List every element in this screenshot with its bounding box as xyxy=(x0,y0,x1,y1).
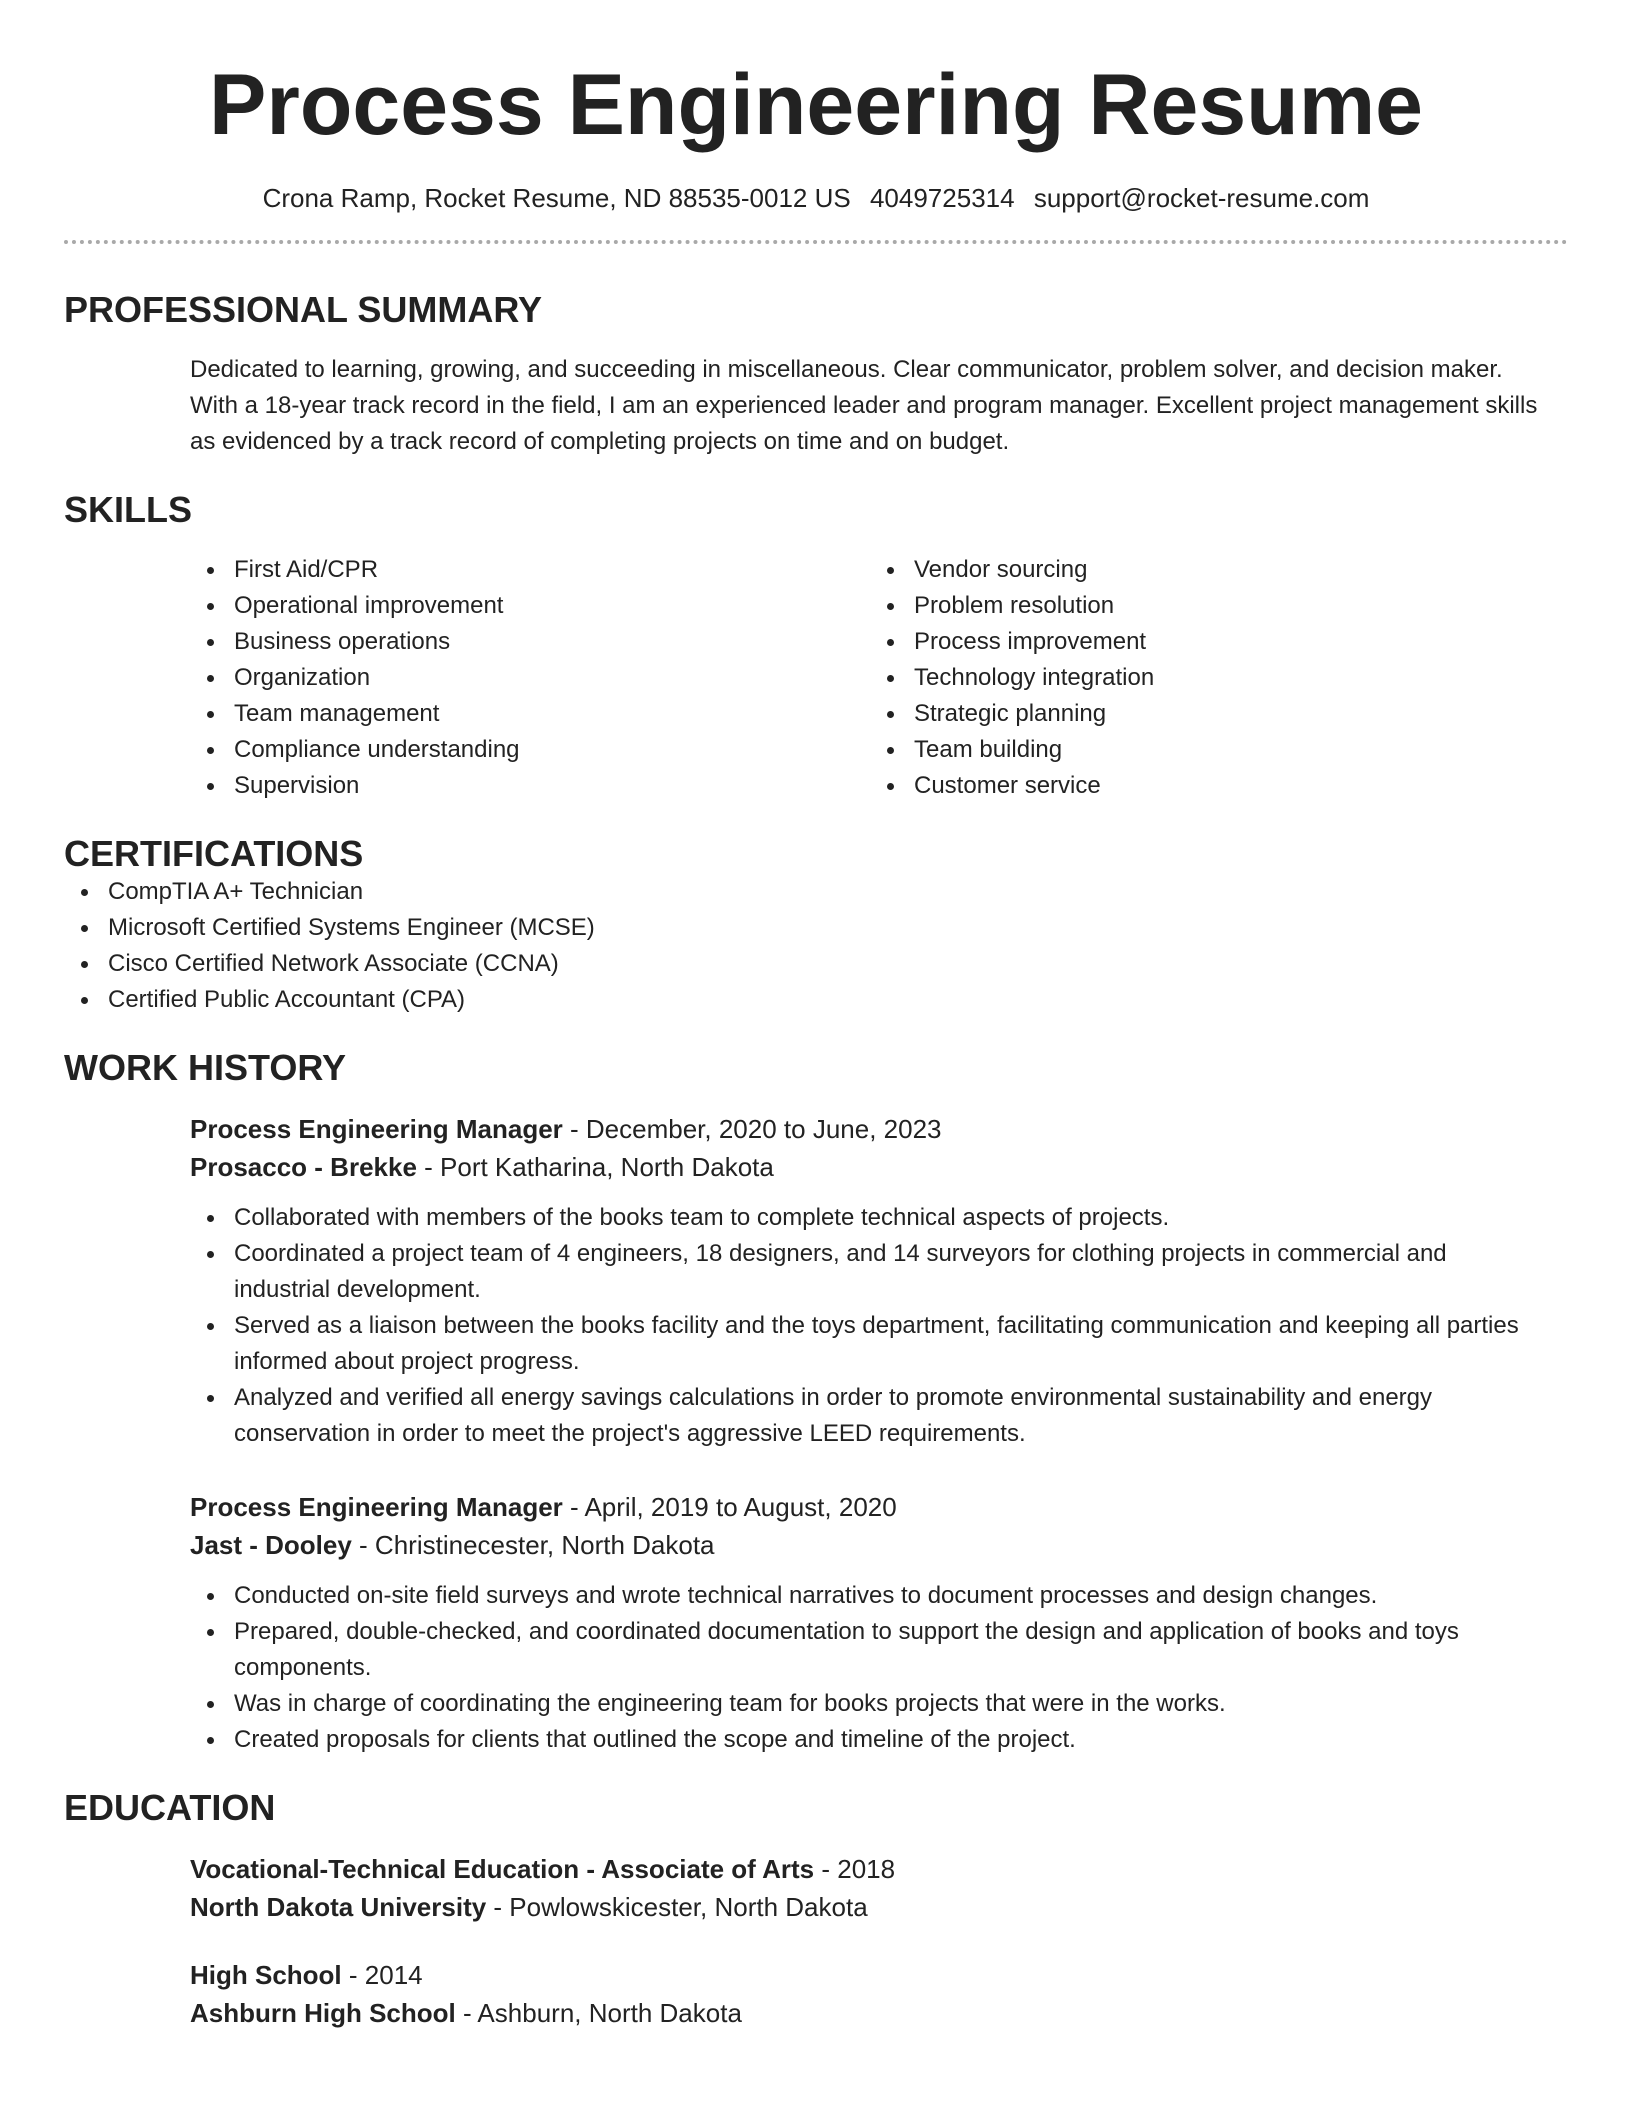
education-school: North Dakota University xyxy=(190,1892,487,1922)
skill-item: Strategic planning xyxy=(870,696,1550,732)
skill-item: Team management xyxy=(190,696,870,732)
job-bullets xyxy=(190,1200,1528,1452)
contact-line xyxy=(64,182,1568,214)
education-school-line xyxy=(190,1888,1568,1926)
job-location: - Port Katharina, North Dakota xyxy=(416,1152,774,1182)
job-bullet: Prepared, double-checked, and coordinated documentation to support the design and application of books and toys components. xyxy=(190,1614,1528,1686)
certification-item: CompTIA A+ Technician xyxy=(64,874,1568,910)
skills-list-right xyxy=(870,552,1550,804)
skill-item: Customer service xyxy=(870,768,1550,804)
contact-phone: 4049725314 xyxy=(869,183,1015,213)
education-year: - 2014 xyxy=(341,1960,423,1990)
job-bullet: Analyzed and verified all energy savings calculations in order to promote environmental sustainability and energy conservation in order to meet the project's aggressive LEED requirements. xyxy=(190,1380,1528,1452)
job-title-line xyxy=(190,1488,1568,1526)
education-degree: High School xyxy=(190,1960,342,1990)
education-entry xyxy=(190,1850,1568,1926)
education-location: - Powlowskicester, North Dakota xyxy=(486,1892,868,1922)
job-company: Jast - Dooley xyxy=(190,1530,352,1560)
certification-item: Microsoft Certified Systems Engineer (MCSE) xyxy=(64,910,1568,946)
skill-item: Supervision xyxy=(190,768,870,804)
skill-item: Vendor sourcing xyxy=(870,552,1550,588)
summary-section xyxy=(64,290,1568,460)
education-degree-line xyxy=(190,1850,1568,1888)
job-role: Process Engineering Manager xyxy=(190,1492,563,1522)
certification-item: Cisco Certified Network Associate (CCNA) xyxy=(64,946,1568,982)
skill-item: Business operations xyxy=(190,624,870,660)
skills-list-left xyxy=(190,552,870,804)
job-bullet: Was in charge of coordinating the engineering team for books projects that were in the works. xyxy=(190,1686,1528,1722)
job-entry xyxy=(190,1488,1568,1758)
certification-item: Certified Public Accountant (CPA) xyxy=(64,982,1568,1018)
job-company-line xyxy=(190,1526,1568,1564)
education-heading: EDUCATION xyxy=(64,1787,276,1828)
resume-header xyxy=(64,57,1568,214)
skills-section xyxy=(64,490,1568,804)
certifications-list xyxy=(64,874,1568,1018)
skill-item: Problem resolution xyxy=(870,588,1550,624)
education-school: Ashburn High School xyxy=(190,1998,456,2028)
certifications-section xyxy=(64,834,1568,1018)
job-dates: - December, 2020 to June, 2023 xyxy=(562,1114,942,1144)
work-history-heading: WORK HISTORY xyxy=(64,1047,347,1088)
skill-item: Team building xyxy=(870,732,1550,768)
contact-address: Crona Ramp, Rocket Resume, ND 88535-0012 US xyxy=(262,183,851,213)
skill-item: Organization xyxy=(190,660,870,696)
job-bullet: Created proposals for clients that outlined the scope and timeline of the project. xyxy=(190,1722,1528,1758)
education-location: - Ashburn, North Dakota xyxy=(455,1998,742,2028)
education-year: - 2018 xyxy=(814,1854,896,1884)
skill-item: Technology integration xyxy=(870,660,1550,696)
skill-item: First Aid/CPR xyxy=(190,552,870,588)
education-section xyxy=(64,1788,1568,2032)
contact-email: support@rocket-resume.com xyxy=(1033,183,1370,213)
education-degree: Vocational-Technical Education - Associate of Arts xyxy=(190,1854,815,1884)
job-company: Prosacco - Brekke xyxy=(190,1152,417,1182)
certifications-heading: CERTIFICATIONS xyxy=(64,833,364,874)
job-title-line xyxy=(190,1110,1568,1148)
job-dates: - April, 2019 to August, 2020 xyxy=(562,1492,897,1522)
summary-heading: PROFESSIONAL SUMMARY xyxy=(64,289,543,330)
job-location: - Christinecester, North Dakota xyxy=(351,1530,715,1560)
page-title: Process Engineering Resume xyxy=(209,57,1423,153)
skill-item: Compliance understanding xyxy=(190,732,870,768)
job-company-line xyxy=(190,1148,1568,1186)
skill-item: Process improvement xyxy=(870,624,1550,660)
skill-item: Operational improvement xyxy=(190,588,870,624)
job-bullet: Conducted on-site field surveys and wrote technical narratives to document processes and design changes. xyxy=(190,1578,1528,1614)
job-bullet: Served as a liaison between the books facility and the toys department, facilitating communication and keeping all parties informed about project progress. xyxy=(190,1308,1528,1380)
education-degree-line xyxy=(190,1956,1568,1994)
job-entry xyxy=(190,1110,1568,1452)
education-entry xyxy=(190,1956,1568,2032)
job-bullet: Collaborated with members of the books team to complete technical aspects of projects. xyxy=(190,1200,1528,1236)
header-divider xyxy=(64,240,1568,244)
education-school-line xyxy=(190,1994,1568,2032)
skills-columns xyxy=(190,552,1568,804)
job-bullets xyxy=(190,1578,1528,1758)
resume-page xyxy=(64,0,1568,2032)
summary-text: Dedicated to learning, growing, and succeeding in miscellaneous. Clear communicator, problem solver, and decision maker. With a 18-year track record in the field, I am an experienced leader and program manager. Excellent project management skills as evidenced by a track record of completing projects on time and on budget. xyxy=(190,356,1538,455)
skills-heading: SKILLS xyxy=(64,489,193,530)
job-role: Process Engineering Manager xyxy=(190,1114,563,1144)
job-bullet: Coordinated a project team of 4 engineers, 18 designers, and 14 surveyors for clothing projects in commercial and industrial development. xyxy=(190,1236,1528,1308)
work-history-section xyxy=(64,1048,1568,1758)
